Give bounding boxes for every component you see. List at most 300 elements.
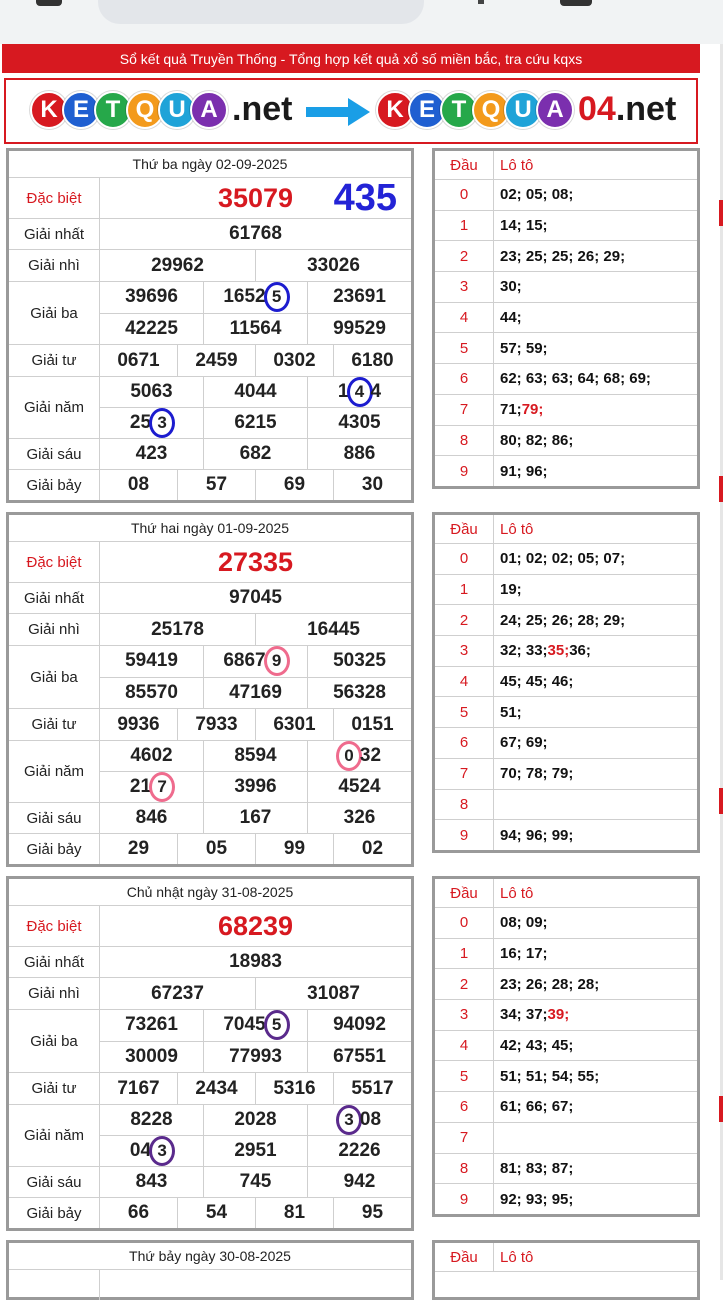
prize-number: 6301 — [255, 709, 333, 740]
loto-row — [435, 456, 697, 486]
results-table — [6, 1240, 414, 1300]
prize-number: 30 — [333, 470, 411, 500]
loto-values: 91; 96; — [500, 462, 548, 480]
prize-label: Giải tư — [9, 345, 100, 376]
loto-values: 24; 25; 26; 28; 29; — [500, 611, 626, 629]
loto-values: 67; 69; — [500, 734, 548, 752]
loto-head-digit: 7 — [435, 395, 494, 425]
prize-values — [100, 282, 411, 344]
prize-label: Giải nhì — [9, 250, 100, 281]
prize-values — [100, 542, 411, 582]
prize-row — [9, 834, 411, 864]
prize-line — [100, 219, 411, 249]
prize-line — [100, 1010, 411, 1041]
results-date-title: Thứ bảy ngày 30-08-2025 — [9, 1243, 411, 1270]
prize-line — [100, 1135, 411, 1166]
loto-row — [435, 759, 697, 790]
prize-number: 886 — [307, 439, 411, 469]
loto-head-digit: 8 — [435, 426, 494, 456]
prize-label: Giải sáu — [9, 1167, 100, 1197]
handwritten-circle-mark: 3 — [336, 1105, 362, 1135]
prize-row — [9, 803, 411, 834]
prize-number: 94092 — [307, 1010, 411, 1041]
prize-number: 50325 — [307, 646, 411, 677]
prize-number: 682 — [203, 439, 307, 469]
prize-number: 08 — [127, 474, 150, 495]
loto-row — [435, 575, 697, 606]
loto-values: 14; 15; — [500, 217, 548, 235]
loto-row — [435, 605, 697, 636]
prize-number: 02 — [333, 834, 411, 864]
prize-values — [100, 470, 411, 500]
loto-head-digit: 3 — [435, 1000, 494, 1030]
prize-number: 4305 — [307, 408, 411, 438]
prize-line — [100, 834, 411, 864]
handwritten-note: 435 — [333, 176, 397, 219]
prize-number: 2434 — [177, 1073, 255, 1104]
loto-header-dau: Đầu — [435, 515, 494, 543]
logo-letter-ball: K — [30, 91, 68, 129]
loto-row — [435, 1031, 697, 1062]
prize-number: 6867 9 — [203, 646, 307, 677]
prize-number: 18983 — [229, 951, 282, 972]
prize-line — [100, 614, 411, 645]
address-bar[interactable] — [98, 0, 424, 24]
logo-letter-ball: T — [94, 91, 132, 129]
prize-number: 29962 — [151, 254, 204, 276]
prize-number: 66 — [127, 1202, 150, 1223]
prize-label: Giải nhất — [9, 583, 100, 613]
loto-head-digit: 0 — [435, 544, 494, 574]
prize-number: 1 4 4 — [307, 377, 411, 407]
loto-row — [435, 364, 697, 395]
loto-row — [435, 908, 697, 939]
prize-line — [100, 741, 411, 771]
loto-header — [435, 1243, 697, 1272]
loto-values: 62; 63; 63; 64; 68; 69; — [500, 370, 651, 388]
prize-number: 4044 — [203, 377, 307, 407]
prize-values — [100, 709, 411, 740]
prize-number: 30009 — [125, 1045, 178, 1067]
prize-number: 31087 — [255, 978, 411, 1009]
results-date-title: Thứ ba ngày 02-09-2025 — [9, 151, 411, 178]
dot-icon — [478, 0, 484, 4]
prize-row — [9, 542, 411, 583]
handwritten-circle-mark: 3 — [149, 1136, 175, 1166]
prize-values — [100, 583, 411, 613]
prize-number: 8228 — [130, 1109, 173, 1130]
prize-number: 942 — [307, 1167, 411, 1197]
prize-label: Đặc biệt — [9, 178, 100, 218]
loto-head-digit: 9 — [435, 820, 494, 850]
prize-number: 2226 — [307, 1136, 411, 1166]
loto-values: 19; — [500, 581, 522, 599]
loto-head-digit: 0 — [435, 180, 494, 210]
prize-row — [9, 583, 411, 614]
loto-header — [435, 879, 697, 908]
logo-letter-ball: Q — [126, 91, 164, 129]
loto-head-digit: 5 — [435, 333, 494, 363]
prize-row — [9, 1270, 411, 1300]
edge-marker — [719, 200, 723, 226]
prize-number: 9936 — [117, 713, 160, 735]
loto-head-digit: 2 — [435, 605, 494, 635]
loto-row — [435, 636, 697, 667]
prize-number: 33026 — [255, 250, 411, 281]
tabs-count-icon[interactable] — [560, 0, 592, 6]
loto-table — [432, 148, 700, 489]
prize-number: 67551 — [307, 1042, 411, 1073]
prize-number: 67237 — [151, 982, 204, 1004]
prize-number: 4524 — [307, 772, 411, 802]
loto-head-digit: 3 — [435, 636, 494, 666]
prize-values — [100, 906, 411, 946]
site-header-banner: Sổ kết quả Truyền Thống - Tổng hợp kết quả xổ số miền bắc, tra cứu kqxs — [2, 44, 700, 73]
loto-head-digit: 2 — [435, 969, 494, 999]
loto-head-digit: 5 — [435, 697, 494, 727]
prize-number: 99 — [255, 834, 333, 864]
prize-number: 7933 — [177, 709, 255, 740]
loto-header — [435, 515, 697, 544]
prize-line — [100, 803, 411, 833]
prize-label: Giải nhất — [9, 219, 100, 249]
prize-row — [9, 947, 411, 978]
loto-head-digit: 5 — [435, 1061, 494, 1091]
loto-special-highlight: 35; — [547, 642, 570, 660]
edge-marker — [719, 1096, 723, 1122]
prize-label: Giải sáu — [9, 803, 100, 833]
prize-number: 77993 — [203, 1042, 307, 1073]
prize-number: 6180 — [333, 345, 411, 376]
results-table — [6, 876, 414, 1231]
prize-values — [100, 614, 411, 645]
prize-values — [100, 377, 411, 438]
loto-values: 08; 09; — [500, 914, 548, 932]
loto-head-digit: 1 — [435, 939, 494, 969]
loto-values: 02; 05; 08; — [500, 186, 574, 204]
loto-row — [435, 272, 697, 303]
prize-line — [100, 542, 411, 582]
loto-head-digit: 6 — [435, 1092, 494, 1122]
prize-label: Giải ba — [9, 282, 100, 344]
prize-number: 97045 — [229, 587, 282, 608]
loto-header-dau: Đầu — [435, 1243, 494, 1271]
prize-number: 16445 — [255, 614, 411, 645]
prize-number: 57 — [177, 470, 255, 500]
loto-values: 80; 82; 86; — [500, 431, 574, 449]
prize-row — [9, 741, 411, 803]
loto-row — [435, 426, 697, 457]
loto-header-loto: Lô tô — [500, 1248, 534, 1266]
prize-label: Giải tư — [9, 1073, 100, 1104]
logo-letter-ball: Q — [472, 91, 510, 129]
loto-header-dau: Đầu — [435, 879, 494, 907]
prize-label: Giải năm — [9, 1105, 100, 1166]
loto-row — [435, 1123, 697, 1154]
prize-number: 3996 — [203, 772, 307, 802]
logo-bar[interactable] — [4, 78, 698, 144]
loto-values — [494, 790, 697, 820]
prize-row — [9, 219, 411, 250]
results-table — [6, 512, 414, 867]
loto-head-digit: 8 — [435, 1154, 494, 1184]
prize-values — [100, 646, 411, 708]
loto-head-digit: 4 — [435, 303, 494, 333]
prize-line — [100, 771, 411, 802]
prize-number: 95 — [333, 1198, 411, 1228]
loto-row — [435, 1000, 697, 1031]
loto-header-loto: Lô tô — [500, 884, 534, 902]
prize-number: 167 — [203, 803, 307, 833]
loto-table — [432, 876, 700, 1217]
prize-label: Giải năm — [9, 377, 100, 438]
prize-row — [9, 178, 411, 219]
loto-values: 61; 66; 67; — [500, 1098, 574, 1116]
loto-row — [435, 544, 697, 575]
prize-line — [100, 250, 411, 281]
loto-values: 57; 59; — [500, 339, 548, 357]
prize-values — [100, 1167, 411, 1197]
special-prize-number: 27335 — [217, 546, 294, 577]
loto-row — [435, 667, 697, 698]
loto-row — [435, 969, 697, 1000]
prize-row — [9, 709, 411, 741]
prize-label: Giải năm — [9, 741, 100, 802]
prize-row — [9, 377, 411, 439]
prize-row — [9, 1105, 411, 1167]
prize-number: 81 — [255, 1198, 333, 1228]
prize-row — [9, 439, 411, 470]
prize-number: 21 7 — [100, 772, 203, 802]
ketqua-net-logo[interactable] — [30, 90, 292, 129]
loto-values: 23; 26; 28; 28; — [500, 975, 600, 993]
handwritten-circle-mark: 5 — [264, 1010, 290, 1040]
results-date-title: Thứ hai ngày 01-09-2025 — [9, 515, 411, 542]
loto-head-digit: 0 — [435, 908, 494, 938]
prize-number: 1652 5 — [203, 282, 307, 313]
loto-head-digit: 9 — [435, 456, 494, 486]
logo-letter-ball: E — [408, 91, 446, 129]
logo-suffix-domain: .net — [615, 90, 677, 128]
prize-number: 7045 5 — [203, 1010, 307, 1041]
loto-values: 01; 02; 02; 05; 07; — [500, 550, 626, 568]
loto-head-digit: 9 — [435, 1184, 494, 1214]
loto-values: 44; — [500, 309, 522, 327]
loto-head-digit: 7 — [435, 759, 494, 789]
loto-head-digit: 4 — [435, 667, 494, 697]
prize-row — [9, 1198, 411, 1228]
prize-values — [100, 219, 411, 249]
loto-header — [435, 151, 697, 180]
loto-values: 42; 43; 45; — [500, 1037, 574, 1055]
handwritten-circle-mark: 5 — [264, 282, 290, 312]
prize-values — [100, 1073, 411, 1104]
prize-number: 69 — [255, 470, 333, 500]
loto-values — [494, 1123, 697, 1153]
loto-head-digit: 3 — [435, 272, 494, 302]
prize-number: 39696 — [125, 286, 178, 308]
prize-number: 0151 — [333, 709, 411, 740]
loto-row — [435, 303, 697, 334]
prize-number: 47169 — [203, 678, 307, 709]
prize-label: Đặc biệt — [9, 906, 100, 946]
prize-number: 0302 — [255, 345, 333, 376]
prize-number: 5063 — [130, 381, 173, 402]
loto-values: 70; 78; 79; — [500, 765, 574, 783]
prize-number: 23691 — [307, 282, 411, 313]
tab-icon[interactable] — [36, 0, 62, 6]
logo-suffix — [232, 90, 292, 129]
loto-values: 45; 45; 46; — [500, 673, 574, 691]
prize-line — [100, 947, 411, 977]
handwritten-circle-mark: 3 — [149, 408, 175, 438]
prize-number: 0671 — [117, 349, 160, 371]
prize-values — [100, 978, 411, 1009]
logo-suffix — [578, 90, 676, 129]
prize-values — [100, 1198, 411, 1228]
prize-label: Giải bảy — [9, 1198, 100, 1228]
prize-number: 04 3 — [100, 1136, 203, 1166]
loto-values: 32; 33; 35; 36; — [500, 642, 591, 660]
loto-values: 51; — [500, 703, 522, 721]
loto-values: 51; 51; 54; 55; — [500, 1067, 600, 1085]
prize-row — [9, 614, 411, 646]
prize-label — [9, 1270, 100, 1300]
prize-label: Giải nhì — [9, 978, 100, 1009]
prize-number: 54 — [177, 1198, 255, 1228]
loto-values: 94; 96; 99; — [500, 826, 574, 844]
handwritten-circle-mark: 9 — [264, 646, 290, 676]
browser-top-bar — [0, 0, 723, 44]
prize-line — [100, 1167, 411, 1197]
special-prize-number: 68239 — [217, 910, 294, 941]
prize-number: 25178 — [151, 618, 204, 640]
prize-label: Giải bảy — [9, 834, 100, 864]
prize-label: Giải nhất — [9, 947, 100, 977]
loto-head-digit: 1 — [435, 575, 494, 605]
logo-letter-ball: K — [376, 91, 414, 129]
logo-letter-ball: U — [158, 91, 196, 129]
prize-row — [9, 345, 411, 377]
prize-label: Giải nhì — [9, 614, 100, 645]
loto-row — [435, 1092, 697, 1123]
prize-values — [100, 741, 411, 802]
handwritten-circle-mark: 4 — [347, 377, 373, 407]
prize-values — [100, 947, 411, 977]
logo-letter-ball: A — [190, 91, 228, 129]
loto-head-digit: 6 — [435, 364, 494, 394]
prize-number: 326 — [307, 803, 411, 833]
loto-head-digit: 8 — [435, 790, 494, 820]
prize-row — [9, 282, 411, 345]
prize-number: 2951 — [203, 1136, 307, 1166]
prize-line — [100, 978, 411, 1009]
prize-number: 4602 — [130, 745, 173, 766]
loto-values: 81; 83; 87; — [500, 1159, 574, 1177]
loto-special-highlight: 79; — [521, 401, 544, 419]
prize-line — [100, 709, 411, 740]
prize-number: 7167 — [117, 1077, 160, 1099]
prize-number: 2028 — [203, 1105, 307, 1135]
loto-header-loto: Lô tô — [500, 520, 534, 538]
prize-number: 3 08 — [307, 1105, 411, 1135]
prize-label: Giải ba — [9, 1010, 100, 1072]
prize-line — [100, 345, 411, 376]
prize-number: 99529 — [307, 314, 411, 345]
loto-row — [435, 211, 697, 242]
prize-number: 59419 — [125, 650, 178, 672]
prize-number: 423 — [135, 443, 168, 464]
loto-row — [435, 1154, 697, 1185]
prize-line — [100, 439, 411, 469]
prize-number: 73261 — [125, 1014, 178, 1036]
logo-suffix-number: 04 — [578, 90, 616, 128]
prize-label: Giải sáu — [9, 439, 100, 469]
prize-values — [100, 1010, 411, 1072]
logo-letter-ball: T — [440, 91, 478, 129]
prize-line — [100, 313, 411, 345]
loto-row — [435, 728, 697, 759]
prize-values — [100, 834, 411, 864]
loto-special-highlight: 39; — [547, 1006, 570, 1024]
arrow-right-icon — [306, 98, 370, 126]
loto-header-loto: Lô tô — [500, 156, 534, 174]
prize-number: 5517 — [333, 1073, 411, 1104]
prize-number: 846 — [135, 807, 168, 828]
handwritten-circle-mark: 0 — [336, 741, 362, 771]
prize-line — [100, 1073, 411, 1104]
loto-values: 71; 79; — [500, 401, 544, 419]
prize-values — [100, 250, 411, 281]
prize-row — [9, 646, 411, 709]
prize-number: 843 — [135, 1171, 168, 1192]
prize-line — [100, 1041, 411, 1073]
loto-row — [435, 820, 697, 850]
prize-number: 42225 — [125, 317, 178, 339]
loto-row — [435, 1061, 697, 1092]
ketqua04-net-logo[interactable] — [376, 90, 676, 129]
prize-number: 56328 — [307, 678, 411, 709]
prize-row — [9, 470, 411, 500]
loto-row — [435, 241, 697, 272]
loto-head-digit: 2 — [435, 241, 494, 271]
loto-row — [435, 180, 697, 211]
prize-number: 29 — [127, 838, 150, 859]
prize-number: 25 3 — [100, 408, 203, 438]
prize-label: Đặc biệt — [9, 542, 100, 582]
prize-line — [100, 407, 411, 438]
prize-number: 85570 — [125, 681, 178, 703]
prize-number: 61768 — [229, 223, 282, 244]
prize-label: Giải ba — [9, 646, 100, 708]
loto-row — [435, 395, 697, 426]
prize-line — [100, 282, 411, 313]
logo-letter-ball: U — [504, 91, 542, 129]
loto-values: 23; 25; 25; 26; 29; — [500, 247, 626, 265]
edge-marker — [719, 788, 723, 814]
prize-label: Giải bảy — [9, 470, 100, 500]
prize-values — [100, 345, 411, 376]
loto-header-dau: Đầu — [435, 151, 494, 179]
loto-row — [435, 333, 697, 364]
loto-values: 92; 93; 95; — [500, 1190, 574, 1208]
prize-line — [100, 646, 411, 677]
loto-row — [435, 790, 697, 821]
prize-values — [100, 178, 411, 218]
prize-number: 6215 — [203, 408, 307, 438]
prize-number: 0 32 — [307, 741, 411, 771]
loto-head-digit: 6 — [435, 728, 494, 758]
